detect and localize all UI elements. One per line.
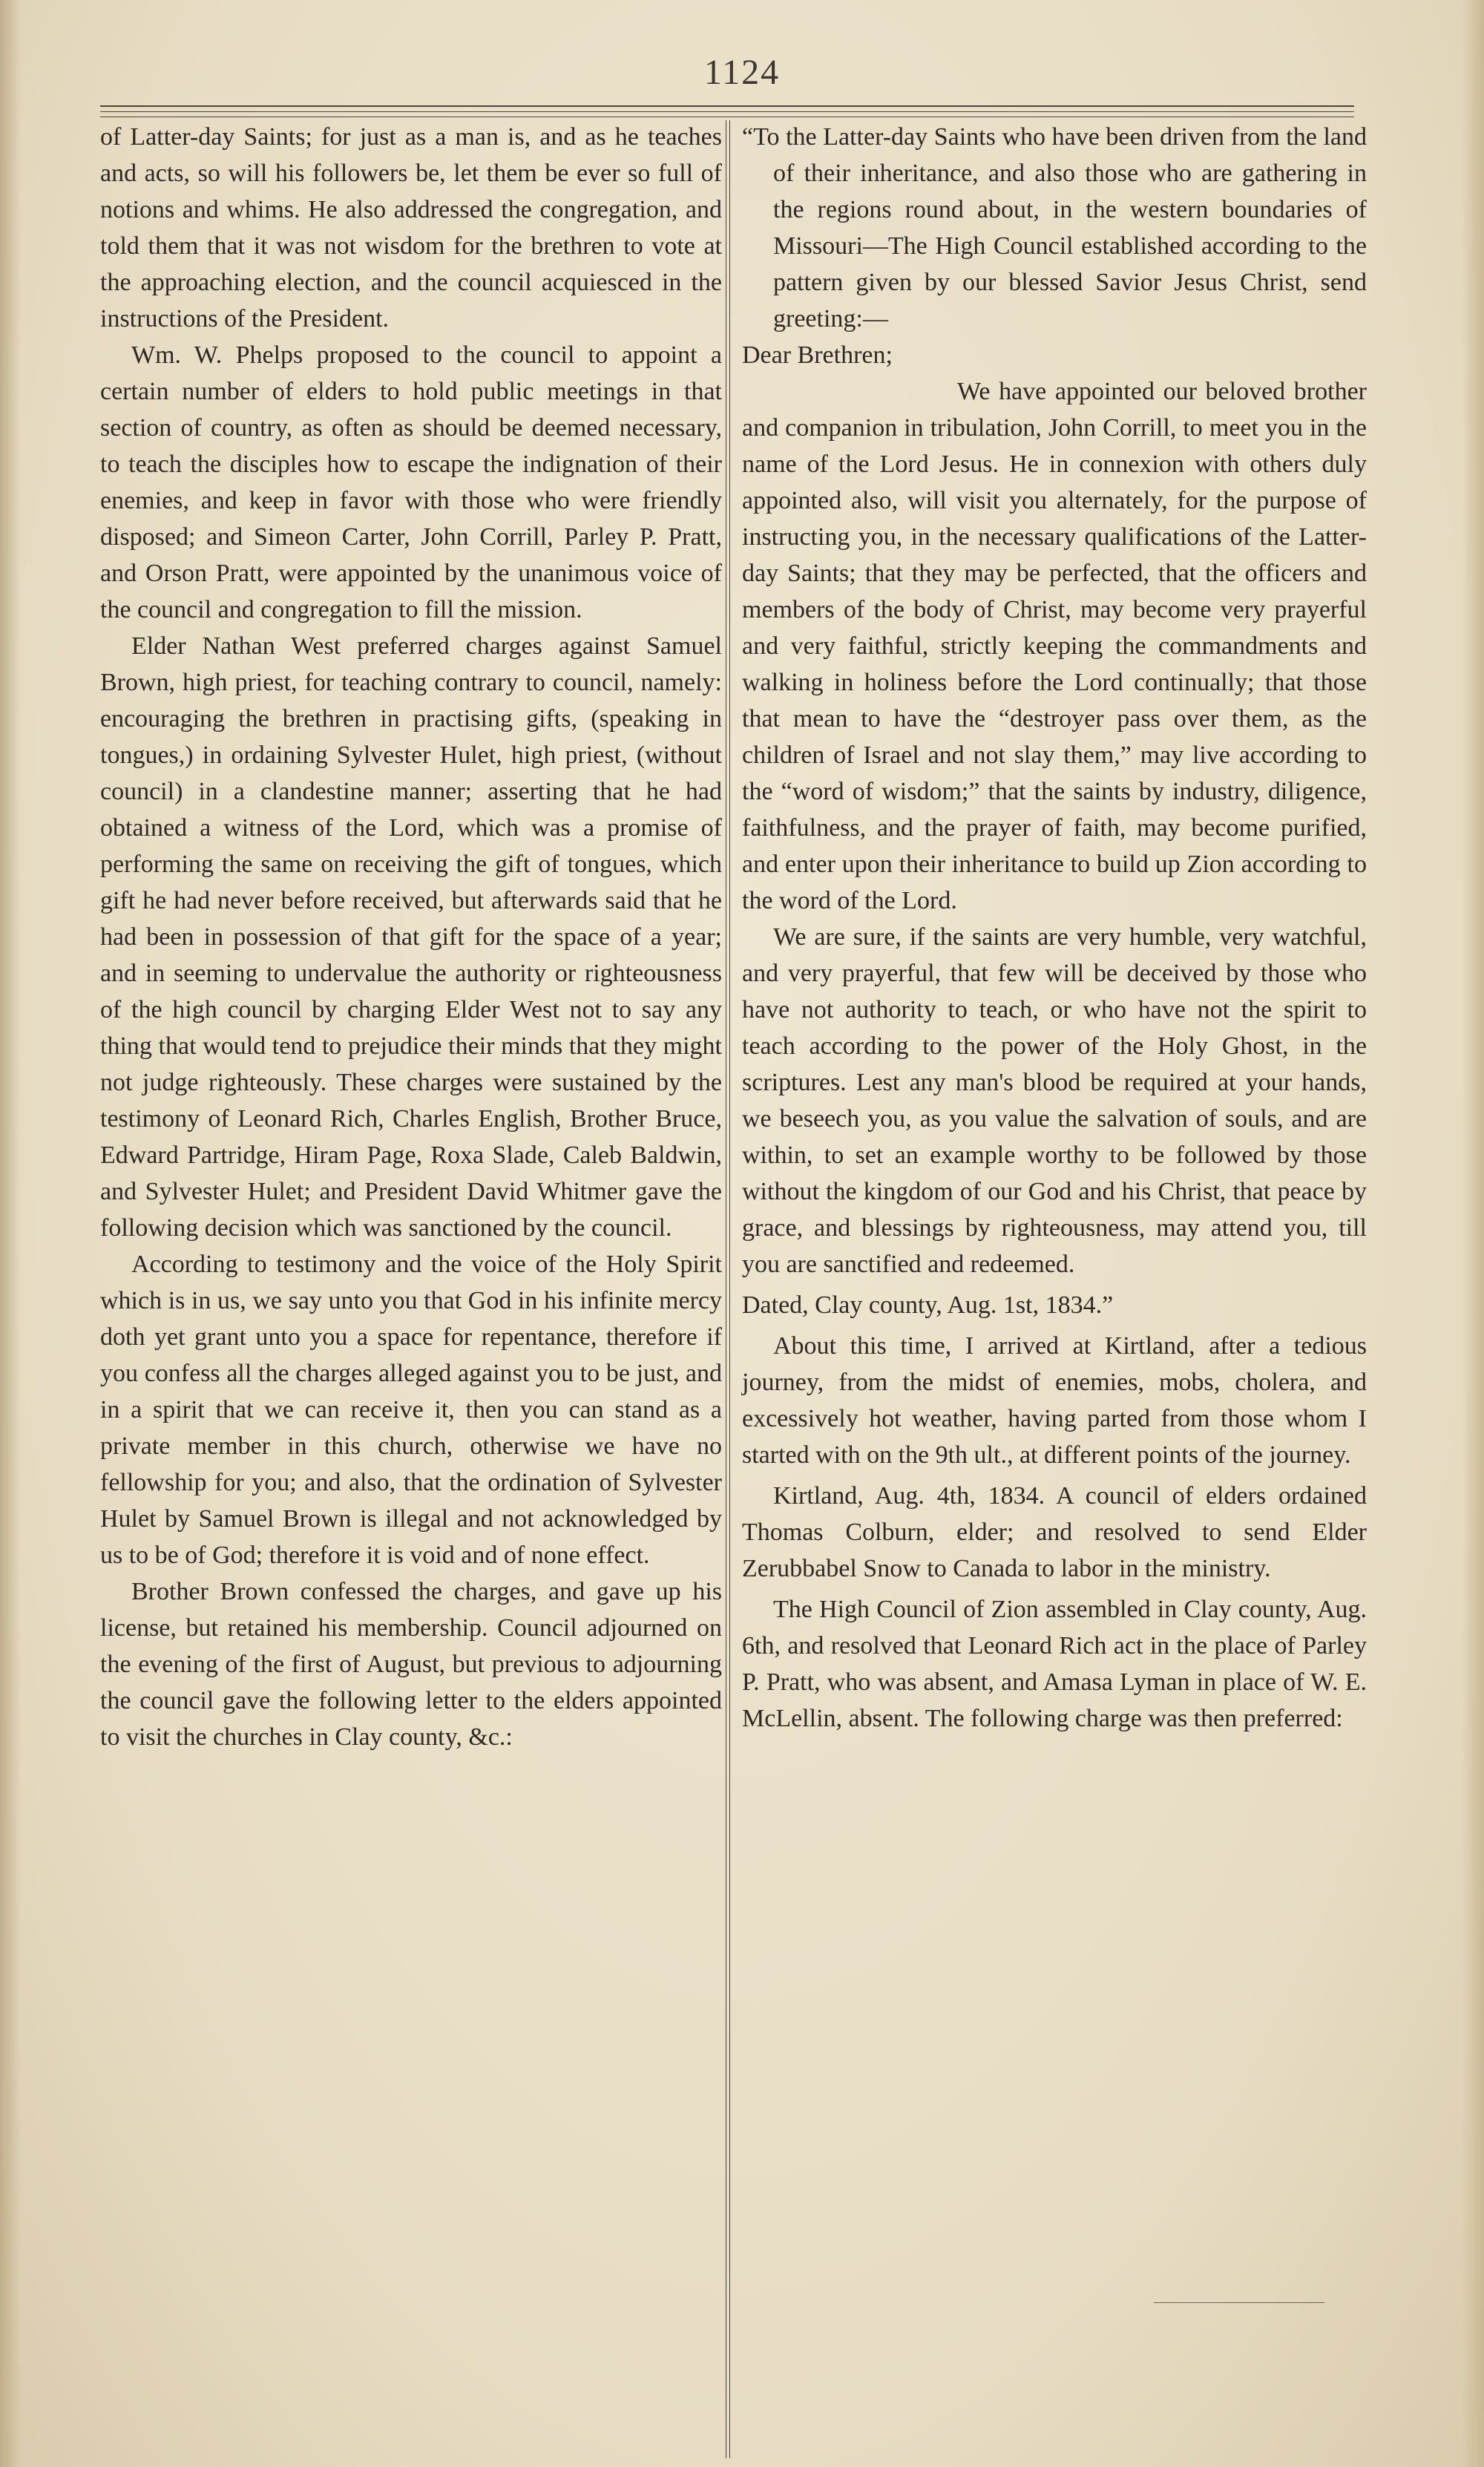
paragraph: According to testimony and the voice of the Holy Spirit which is in us, we say unto you that God in his infinite mercy doth yet grant unto you a space for repentance, therefore if you confess all the charges alleged against you to be just, and in a spirit that we can receive it, then you can stand as a private member in this church, otherwise we have no fellowship for you; and also, that the ordination of Sylvester Hulet by Samuel Brown is illegal and not acknowledged by us to be of God; therefore it is void and of none effect. xyxy=(100,1251,722,1569)
paragraph: The High Council of Zion assembled in Clay county, Aug. 6th, and resolved that Leonard Rich act in the place of Parley P. Pratt, who was absent, and Amasa Lyman in place of W. E. McLellin, absent. The following charge was then preferred: xyxy=(742,1596,1367,1732)
paragraph: Brother Brown confessed the charges, and gave up his license, but retained his membership. Council adjourned on the evening of the first of August, but previous to adjourning the council gave the following letter to the elders appointed to visit the churches in Clay county, &c.: xyxy=(100,1578,722,1751)
left-column xyxy=(100,119,722,1755)
paragraph: About this time, I arrived at Kirtland, after a tedious journey, from the midst of enemies, mobs, cholera, and excessively hot weather, having parted from those whom I started with on the 9th ult., at different points of the journey. xyxy=(742,1332,1367,1469)
column-divider xyxy=(726,120,730,2458)
header-rule-thin xyxy=(100,111,1354,112)
letter-salutation: Dear Brethren; xyxy=(742,341,893,369)
letter-paragraph: We are sure, if the saints are very humble, very watchful, and very prayerful, that few will be deceived by those who have not authority to teach, or who have not the spirit to teach according to the power of the Holy Ghost, in the scriptures. Lest any man's blood be required at your hands, we beseech you, as you value the salvation of souls, and are within, to set an example worthy to be followed by those without the kingdom of our God and his Christ, that peace by grace, and blessings by righteousness, may attend you, till you are sanctified and redeemed. xyxy=(742,923,1367,1278)
paragraph: Kirtland, Aug. 4th, 1834. A council of elders ordained Thomas Colburn, elder; and resolved to send Elder Zerubbabel Snow to Canada to labor in the ministry. xyxy=(742,1482,1367,1582)
end-rule xyxy=(1154,2302,1324,2303)
right-column xyxy=(742,119,1367,1737)
letter-dateline: Dated, Clay county, Aug. 1st, 1834.” xyxy=(742,1291,1114,1319)
paragraph: Elder Nathan West preferred charges against Samuel Brown, high priest, for teaching contrary to council, namely: encouraging the brethren in practising gifts, (speaking in tongues,) in ordaining Sylvester Hulet, high priest, (without council) in a clandestine manner; asserting that he had obtained a witness of the Lord, which was a promise of performing the same on receiving the gift of tongues, which gift he had never before received, but afterwards said that he had been in possession of that gift for the space of a year; and in seeming to undervalue the authority or righteousness of the high council by charging Elder West not to say any thing that would tend to prejudice their minds that they might not judge righteously. These charges were sustained by the testimony of Leonard Rich, Charles English, Brother Bruce, Edward Partridge, Hiram Page, Roxa Slade, Caleb Baldwin, and Sylvester Hulet; and President David Whitmer gave the following decision which was sanctioned by the council. xyxy=(100,632,722,1242)
header-rule xyxy=(100,105,1354,107)
page-number: 1124 xyxy=(703,53,781,92)
paragraph: of Latter-day Saints; for just as a man is, and as he teaches and acts, so will his followers be, let them be ever so full of notions and whims. He also addressed the congregation, and told them that it was not wisdom for the brethren to vote at the approaching election, and the council acquiesced in the instructions of the President. xyxy=(100,123,722,332)
letter-heading: “To the Latter-day Saints who have been driven from the land of their inheritance, and also those who are gathering in the regions round about, in the western boundaries of Missouri—The High Council established according to the pattern given by our blessed Savior Jesus Christ, send greeting:— xyxy=(742,123,1367,332)
letter-paragraph: We have appointed our beloved brother and companion in tribulation, John Corrill, to meet you in the name of the Lord Jesus. He in connexion with others duly appointed also, will visit you alternately, for the purpose of instructing you, in the necessary qualifications of the Latter-day Saints; that they may be perfected, that the officers and members of the body of Christ, may become very prayerful and very faithful, strictly keeping the commandments and walking in holiness before the Lord continually; that those that mean to have the “destroyer pass over them, as the children of Israel and not slay them,” may live according to the “word of wisdom;” that the saints by industry, diligence, faithfulness, and the prayer of faith, may become purified, and enter upon their inheritance to build up Zion according to the word of the Lord. xyxy=(742,378,1367,914)
paragraph: Wm. W. Phelps proposed to the council to appoint a certain number of elders to hold public meetings in that section of country, as often as should be deemed necessary, to teach the disciples how to escape the indignation of their enemies, and keep in favor with those who were friendly disposed; and Simeon Carter, John Corrill, Parley P. Pratt, and Orson Pratt, were appointed by the unanimous voice of the council and congregation to fill the mission. xyxy=(100,341,722,623)
